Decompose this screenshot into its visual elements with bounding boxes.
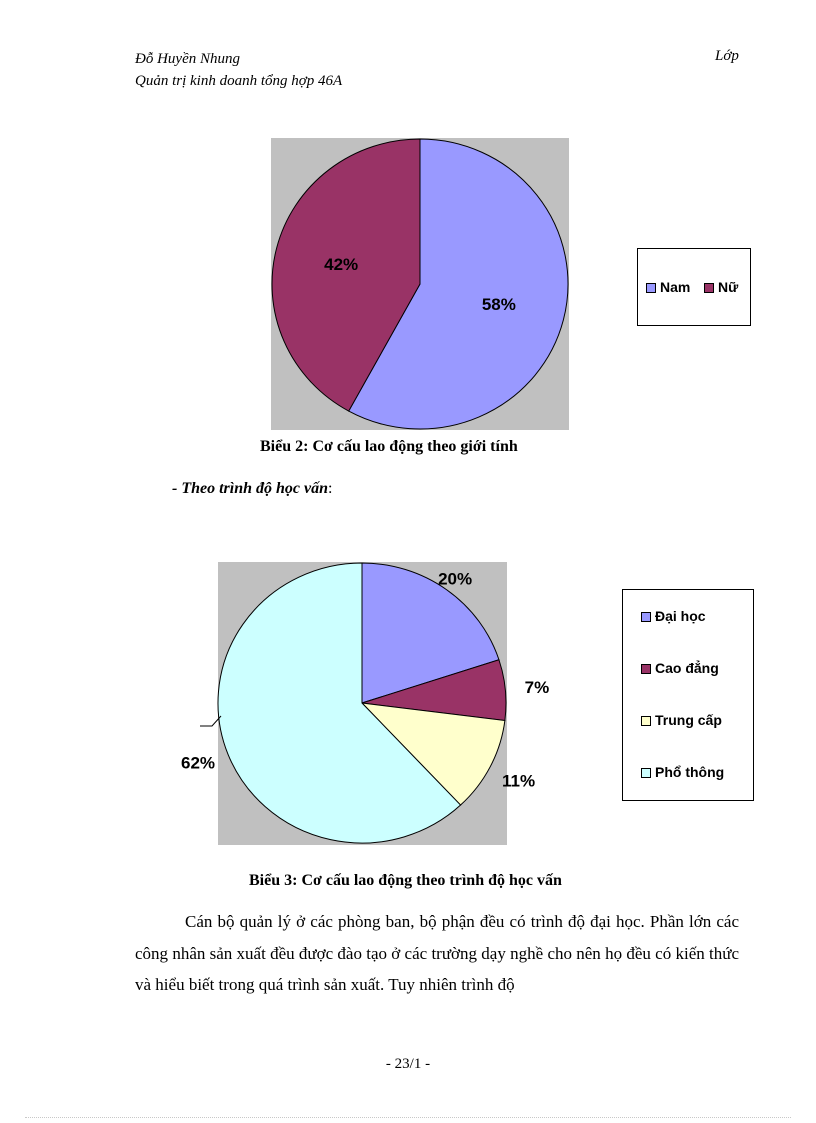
class-name: Quản trị kinh doanh tổng hợp 46A xyxy=(135,73,343,89)
author-name: Đỗ Huyền Nhung xyxy=(135,51,240,67)
legend-item-trung-cap: Trung cấp xyxy=(641,712,722,728)
slice-label-1: 42% xyxy=(324,255,359,275)
legend-item-nu: Nữ xyxy=(704,279,738,295)
legend-item-pho-thong: Phổ thông xyxy=(641,764,724,780)
slice-label-0: 20% xyxy=(438,569,473,589)
body-paragraph: Cán bộ quản lý ở các phòng ban, bộ phận đều có trình độ đại học. Phần lớn các công nhân sản xuất đều được đào tạo ở các trường dạy nghề cho nên họ đều có kiến thức và hiểu biết trong quá trình sản xuất. Tuy nhiên trình độ xyxy=(135,912,739,994)
legend-item-dai-hoc: Đại học xyxy=(641,608,706,624)
footer-divider xyxy=(25,1117,791,1118)
legend-swatch-trung-cap xyxy=(641,716,651,726)
label-leader-line xyxy=(200,716,221,726)
chart1-caption: Biểu 2: Cơ cấu lao động theo giới tính xyxy=(260,438,518,455)
slice-label-3: 62% xyxy=(181,753,216,773)
slice-label-1: 7% xyxy=(524,677,550,697)
legend-swatch-cao-dang xyxy=(641,664,651,674)
class-label: Lớp xyxy=(715,48,739,64)
section-label: - Theo trình độ học vấn: xyxy=(172,480,333,497)
legend-item-cao-dang: Cao đẳng xyxy=(641,660,719,676)
legend-item-nam: Nam xyxy=(646,279,690,295)
chart2-legend xyxy=(622,589,754,801)
page-number: - 23/1 - xyxy=(385,1056,431,1072)
slice-label-2: 11% xyxy=(501,771,536,791)
legend-swatch-dai-hoc xyxy=(641,612,651,622)
chart2-caption: Biểu 3: Cơ cấu lao động theo trình độ học vấn xyxy=(249,872,562,889)
slice-label-0: 58% xyxy=(481,294,516,314)
legend-swatch-pho-thong xyxy=(641,768,651,778)
